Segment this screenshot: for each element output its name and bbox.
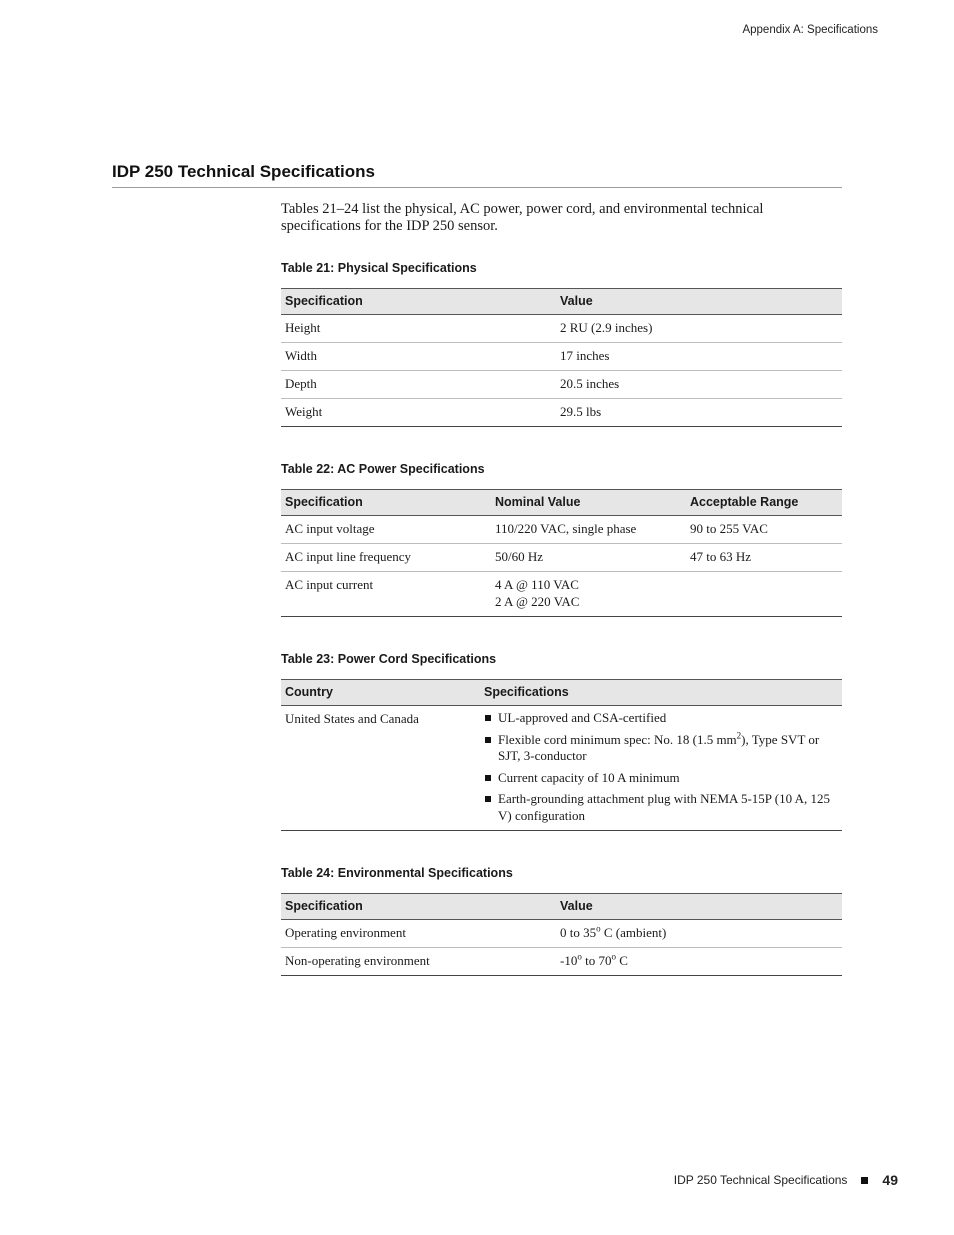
table-header-row	[281, 289, 842, 315]
table-cell: AC input current	[281, 572, 491, 617]
table-cell: 50/60 Hz	[491, 544, 686, 572]
table-cell: AC input line frequency	[281, 544, 491, 572]
list-item: UL-approved and CSA-certified	[484, 710, 838, 727]
table-header-row	[281, 680, 842, 706]
table-cell: AC input voltage	[281, 516, 491, 544]
table-cell: 2 RU (2.9 inches)	[556, 315, 842, 343]
table-row	[281, 572, 842, 617]
page-number: 49	[882, 1172, 898, 1188]
degree-sup: o	[596, 923, 601, 934]
column-header: Nominal Value	[491, 490, 686, 516]
table-row	[281, 516, 842, 544]
ac-power-spec-table	[281, 489, 842, 617]
section-title: IDP 250 Technical Specifications	[112, 162, 842, 188]
column-header: Value	[556, 894, 842, 920]
table-24-caption: Table 24: Environmental Specifications	[281, 866, 513, 880]
table-cell: Weight	[281, 399, 556, 427]
list-item	[484, 732, 838, 765]
table-21-caption: Table 21: Physical Specifications	[281, 261, 477, 275]
table-header-row	[281, 894, 842, 920]
section-content	[281, 201, 842, 1011]
column-header: Specification	[281, 289, 556, 315]
table-row	[281, 920, 842, 948]
table-row	[281, 399, 842, 427]
superscript: 2	[736, 730, 742, 741]
table-cell	[556, 948, 842, 976]
degree-sup: o	[611, 951, 616, 962]
list-item: Earth-grounding attachment plug with NEMA 5-15P (10 A, 125 V) configuration	[484, 791, 838, 824]
table-cell: Height	[281, 315, 556, 343]
running-header: Appendix A: Specifications	[742, 24, 878, 36]
value-text: to 70	[581, 953, 612, 968]
column-header: Specifications	[480, 680, 842, 706]
current-line-2: 2 A @ 220 VAC	[495, 594, 580, 609]
table-cell: Width	[281, 343, 556, 371]
physical-spec-table	[281, 288, 842, 427]
column-header: Specification	[281, 490, 491, 516]
value-text: 0 to 35	[560, 925, 597, 940]
table-row	[281, 948, 842, 976]
table-cell: Operating environment	[281, 920, 556, 948]
environmental-spec-table	[281, 893, 842, 976]
list-item: Current capacity of 10 A minimum	[484, 770, 838, 787]
table-cell	[686, 572, 842, 617]
page-footer	[674, 1172, 898, 1188]
table-cell: 47 to 63 Hz	[686, 544, 842, 572]
value-text: -10	[560, 953, 578, 968]
cord-spec-text: ), Type SVT or SJT, 3-conductor	[498, 731, 820, 763]
table-23-caption: Table 23: Power Cord Specifications	[281, 652, 497, 666]
current-line-1: 4 A @ 110 VAC	[495, 577, 579, 592]
value-text: C (ambient)	[600, 925, 667, 940]
table-cell: Non-operating environment	[281, 948, 556, 976]
table-cell: 90 to 255 VAC	[686, 516, 842, 544]
table-row	[281, 315, 842, 343]
intro-paragraph: Tables 21–24 list the physical, AC power, power cord, and environmental technical specifications for the IDP 250 sensor.	[281, 201, 764, 234]
table-cell	[480, 706, 842, 831]
table-cell: 20.5 inches	[556, 371, 842, 399]
table-cell	[491, 572, 686, 617]
table-cell: 110/220 VAC, single phase	[491, 516, 686, 544]
column-header: Value	[556, 289, 842, 315]
column-header: Country	[281, 680, 480, 706]
table-row	[281, 343, 842, 371]
table-cell: Depth	[281, 371, 556, 399]
power-cord-spec-table	[281, 679, 842, 831]
value-text: C	[615, 953, 628, 968]
table-cell: 17 inches	[556, 343, 842, 371]
table-row	[281, 544, 842, 572]
table-row	[281, 371, 842, 399]
table-cell: United States and Canada	[281, 706, 480, 831]
table-cell	[556, 920, 842, 948]
degree-sup: o	[577, 951, 582, 962]
footer-title: IDP 250 Technical Specifications	[673, 1173, 848, 1187]
cord-spec-list	[484, 710, 838, 824]
table-row	[281, 706, 842, 831]
table-22-caption: Table 22: AC Power Specifications	[281, 462, 485, 476]
table-cell: 29.5 lbs	[556, 399, 842, 427]
square-bullet-icon	[861, 1177, 868, 1184]
table-header-row	[281, 490, 842, 516]
cord-spec-text: Flexible cord minimum spec: No. 18 (1.5 mm	[498, 731, 737, 747]
column-header: Specification	[281, 894, 556, 920]
column-header: Acceptable Range	[686, 490, 842, 516]
